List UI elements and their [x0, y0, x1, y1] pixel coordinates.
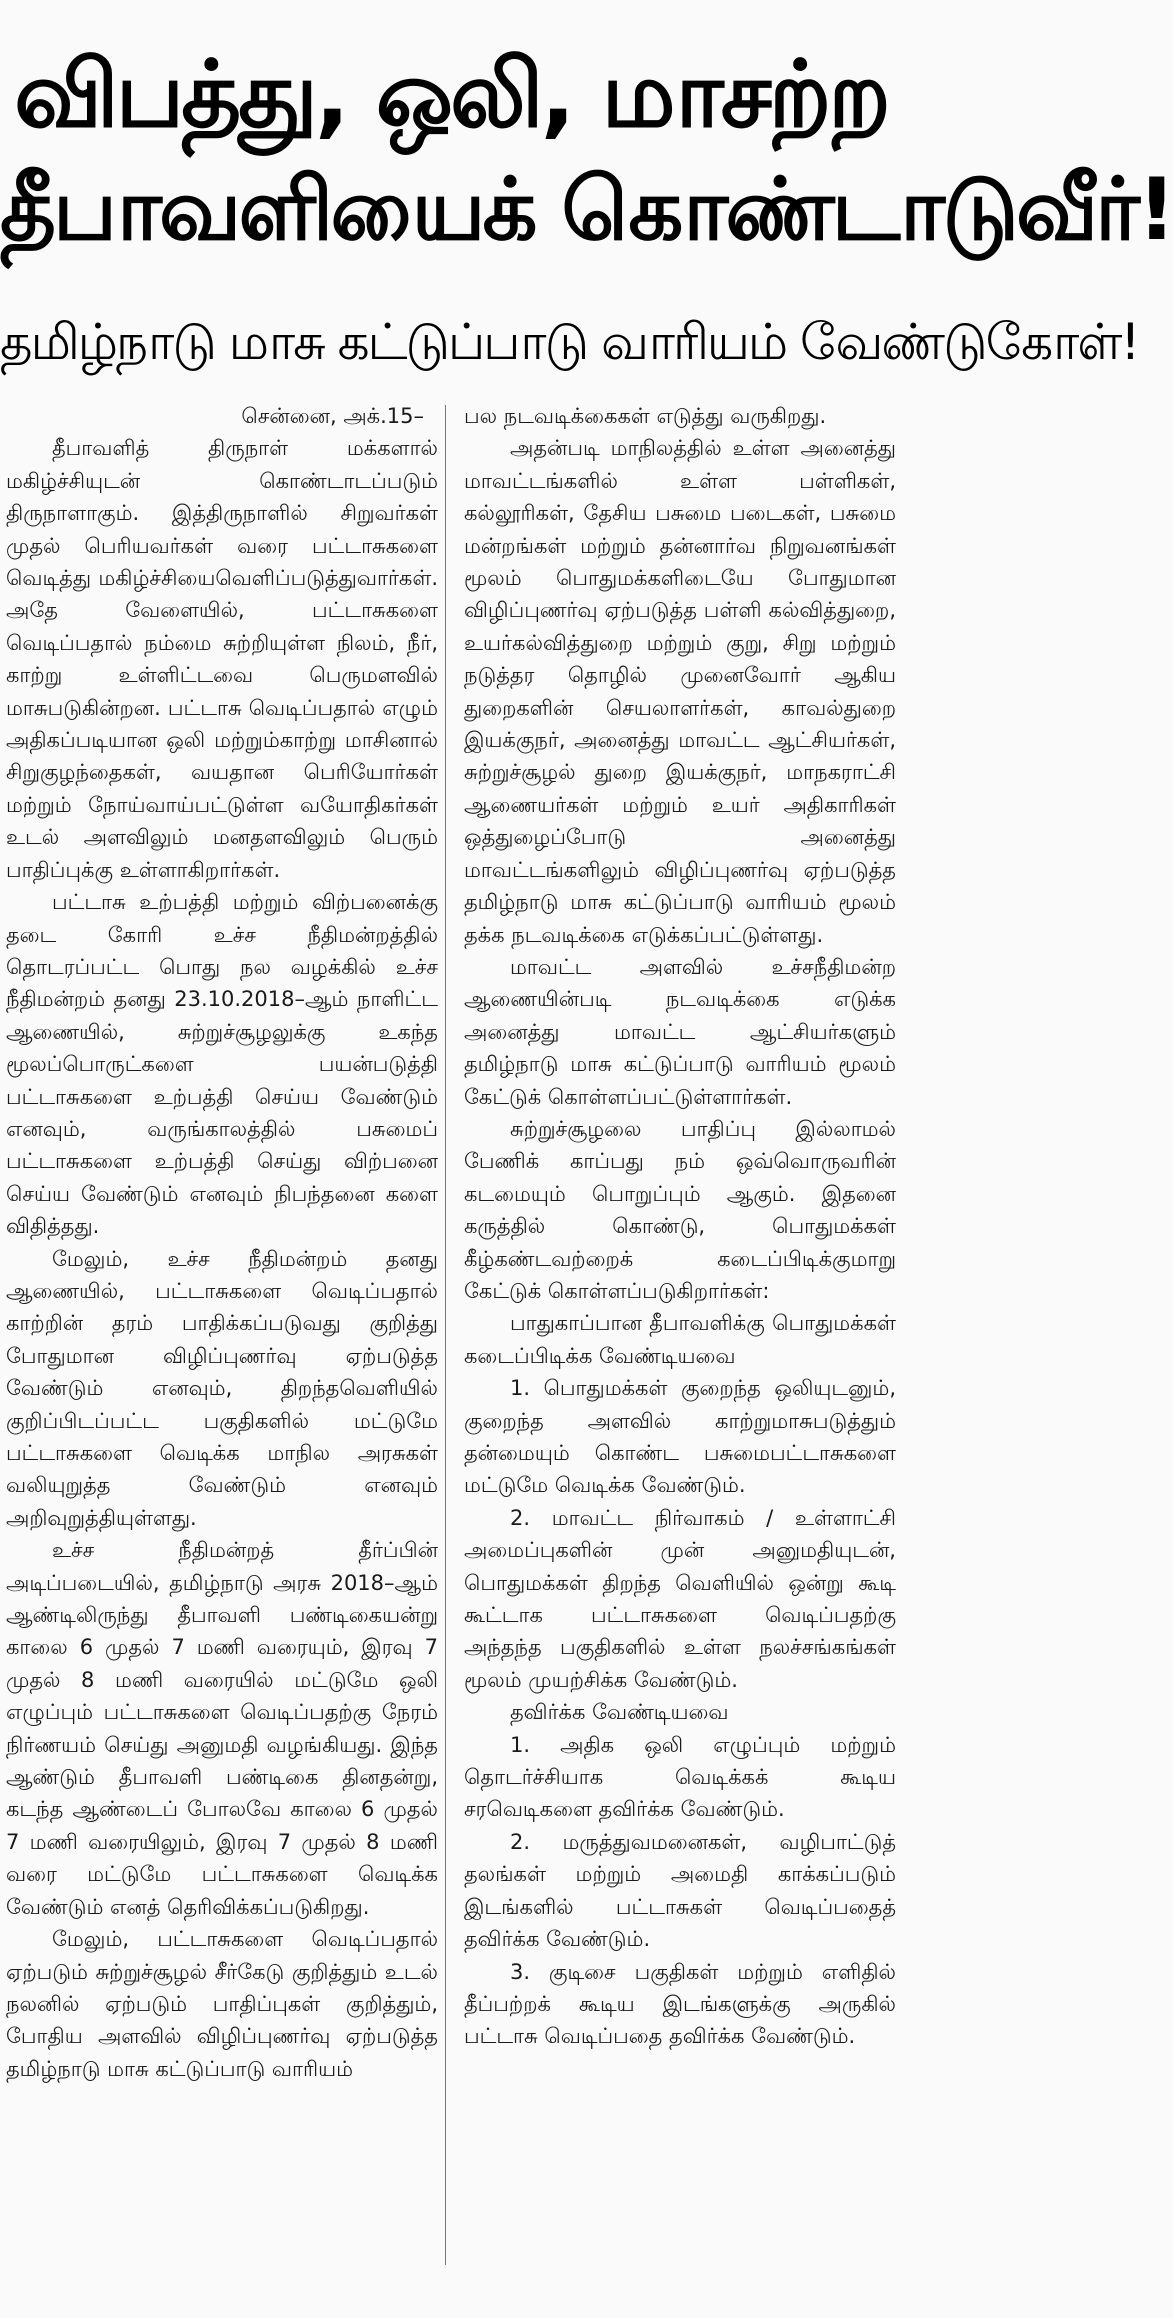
- paragraph: மேலும், உச்ச நீதிமன்றம் தனது ஆணையில், பட்டாசுகளை வெடிப்பதால் காற்றின் தரம் பாதிக்கப்படுவது குறித்து போதுமான விழிப்புணர்வு ஏற்படுத்த வேண்டும் எனவும், திறந்தவெளியில் குறிப்பிடப்பட்ட பகுதிகளில் மட்டுமே பட்டாசுகளை வெடிக்க மாநில அரசுகள் வலியுறுத்த வேண்டும் எனவும் அறிவுறுத்தியுள்ளது.: [6, 1246, 438, 1530]
- paragraph-continued: பல நடவடிக்கைகள் எடுத்து வருகிறது.: [464, 404, 827, 428]
- list-item: 1. பொதுமக்கள் குறைந்த ஒலியுடனும், குறைந்த அளவில் காற்றுமாசுபடுத்தும் தன்மையும் கொண்ட பசுமைபட்டாசுகளை மட்டுமே வெடிக்க வேண்டும்.: [464, 1376, 896, 1498]
- paragraph: உச்ச நீதிமன்றத் தீர்ப்பின் அடிப்படையில், தமிழ்நாடு அரசு 2018–ஆம் ஆண்டிலிருந்து தீபாவளி பண்டிகையன்று காலை 6 முதல் 7 மணி வரையும், இரவு 7 முதல் 8 மணி வரையில் மட்டுமே ஒலி எழுப்பும் பட்டாசுகளை வெடிப்பதற்கு நேரம் நிர்ணயம் செய்து அனுமதி வழங்கியது. இந்த ஆண்டும் தீபாவளி பண்டிகை தினதன்று, கடந்த ஆண்டைப் போலவே காலை 6 முதல் 7 மணி வரையிலும், இரவு 7 முதல் 8 மணி வரை மட்டுமே பட்டாசுகளை வெடிக்க வேண்டும் எனத் தெரிவிக்கப்படுகிறது.: [6, 1538, 438, 1919]
- section-heading: பாதுகாப்பான தீபாவளிக்கு பொதுமக்கள் கடைப்பிடிக்க வேண்டியவை: [464, 1311, 896, 1368]
- list-item: 2. மாவட்ட நிர்வாகம் / உள்ளாட்சி அமைப்புகளின் முன் அனுமதியுடன், பொதுமக்கள் திறந்த வெளியில் ஒன்று கூடி கூட்டாக பட்டாசுகளை வெடிப்பதற்கு அந்தந்த பகுதிகளில் உள்ள நலச்சங்கங்கள் மூலம் முயற்சிக்க வேண்டும்.: [464, 1505, 896, 1692]
- list-item: 2. மருத்துவமனைகள், வழிபாட்டுத் தலங்கள் மற்றும் அமைதி காக்கப்படும் இடங்களில் பட்டாசுகள் வெடிப்பதைத் தவிர்க்க வேண்டும்.: [464, 1829, 896, 1952]
- list-item: 3. குடிசை பகுதிகள் மற்றும் எளிதில் தீப்பற்றக் கூடிய இடங்களுக்கு அருகில் பட்டாசு வெடிப்பதை தவிர்க்க வேண்டும்.: [464, 1959, 896, 2049]
- dateline: சென்னை, அக்.15–: [241, 404, 424, 428]
- paragraph: தீபாவளித் திருநாள் மக்களால் மகிழ்ச்சியுடன் கொண்டாடப்படும் திருநாளாகும். இத்திருநாளில் சிறுவர்கள் முதல் பெரியவர்கள் வரை பட்டாசுகளை வெடித்து மகிழ்ச்சியைவெளிப்படுத்துவார்கள். அதே வேளையில், பட்டாசுகளை வெடிப்பதால் நம்மை சுற்றியுள்ள நிலம், நீர், காற்று உள்ளிட்டவை பெருமளவில் மாசுபடுகின்றன. பட்டாசு வெடிப்பதால் எழும் அதிகப்படியான ஒலி மற்றும்காற்று மாசினால் சிறுகுழந்தைகள், வயதான பெரியோர்கள் மற்றும் நோய்வாய்பட்டுள்ள வயோதிகர்கள் உடல் அளவிலும் மனதளவிலும் பெரும் பாதிப்புக்கு உள்ளாகிறார்கள்.: [6, 436, 438, 882]
- paragraph: பட்டாசு உற்பத்தி மற்றும் விற்பனைக்கு தடை கோரி உச்ச நீதிமன்றத்தில் தொடரப்பட்ட பொது நல வழக்கில் உச்ச நீதிமன்றம் தனது 23.10.2018–ஆம் நாளிட்ட ஆணையில், சுற்றுச்சூழலுக்கு உகந்த மூலப்பொருட்களை பயன்படுத்தி பட்டாசுகளை உற்பத்தி செய்ய வேண்டும் எனவும், வருங்காலத்தில் பசுமைப் பட்டாசுகளை உற்பத்தி செய்து விற்பனை செய்ய வேண்டும் எனவும் நிபந்தனை களை விதித்தது.: [6, 890, 438, 1239]
- paragraph: சுற்றுச்சூழலை பாதிப்பு இல்லாமல் பேணிக் காப்பது நம் ஒவ்வொருவரின் கடமையும் பொறுப்பும் ஆகும். இதனை கருத்தில் கொண்டு, பொதுமக்கள் கீழ்கண்டவற்றைக் கடைப்பிடிக்குமாறு கேட்டுக் கொள்ளப்படுகிறார்கள்:: [464, 1116, 896, 1303]
- headline-line-2: தீபாவளியைக் கொண்டாடுவீர்!: [0, 160, 1173, 260]
- article-column-right: [464, 400, 896, 2276]
- article-column-left: [6, 400, 438, 2276]
- paragraph: மேலும், பட்டாசுகளை வெடிப்பதால் ஏற்படும் சுற்றுச்சூழல் சீர்கேடு குறித்தும் உடல் நலனில் ஏற்படும் பாதிப்புகள் குறித்தும், போதிய அளவில் விழிப்புணர்வு ஏற்படுத்த தமிழ்நாடு மாசு கட்டுப்பாடு வாரியம்: [6, 1927, 438, 2081]
- headline-line-1: விபத்து, ஒலி, மாசற்ற: [14, 41, 888, 148]
- list-item: 1. அதிக ஒலி எழுப்பும் மற்றும் தொடர்ச்சியாக வெடிக்கக் கூடிய சரவெடிகளை தவிர்க்க வேண்டும்.: [464, 1732, 896, 1822]
- section-heading: தவிர்க்க வேண்டியவை: [510, 1700, 729, 1725]
- paragraph: மாவட்ட அளவில் உச்சநீதிமன்ற ஆணையின்படி நடவடிக்கை எடுக்க அனைத்து மாவட்ட ஆட்சியர்களும் தமிழ்நாடு மாசு கட்டுப்பாடு வாரியம் மூலம் கேட்டுக் கொள்ளப்பட்டுள்ளார்கள்.: [464, 954, 896, 1109]
- paragraph: அதன்படி மாநிலத்தில் உள்ள அனைத்து மாவட்டங்களில் உள்ள பள்ளிகள், கல்லூரிகள், தேசிய பசுமை படைகள், பசுமை மன்றங்கள் மற்றும் தன்னார்வ நிறுவனங்கள் மூலம் பொதுமக்களிடையே போதுமான விழிப்புணர்வு ஏற்படுத்த பள்ளி கல்வித்துறை, உயர்கல்வித்துறை மற்றும் குறு, சிறு மற்றும் நடுத்தர தொழில் முனைவோர் ஆகிய துறைகளின் செயலாளர்கள், காவல்துறை இயக்குநர், அனைத்து மாவட்ட ஆட்சியர்கள், சுற்றுச்சூழல் துறை இயக்குநர், மாநகராட்சி ஆணையர்கள் மற்றும் உயர் அதிகாரிகள் ஒத்துழைப்போடு அனைத்து மாவட்டங்களிலும் விழிப்புணர்வு ஏற்படுத்த தமிழ்நாடு மாசு கட்டுப்பாடு வாரியம் மூலம் தக்க நடவடிக்கை எடுக்கப்பட்டுள்ளது.: [464, 436, 896, 947]
- article-body: [6, 400, 896, 2276]
- subheadline: தமிழ்நாடு மாசு கட்டுப்பாடு வாரியம் வேண்டுகோள்!: [0, 313, 1139, 371]
